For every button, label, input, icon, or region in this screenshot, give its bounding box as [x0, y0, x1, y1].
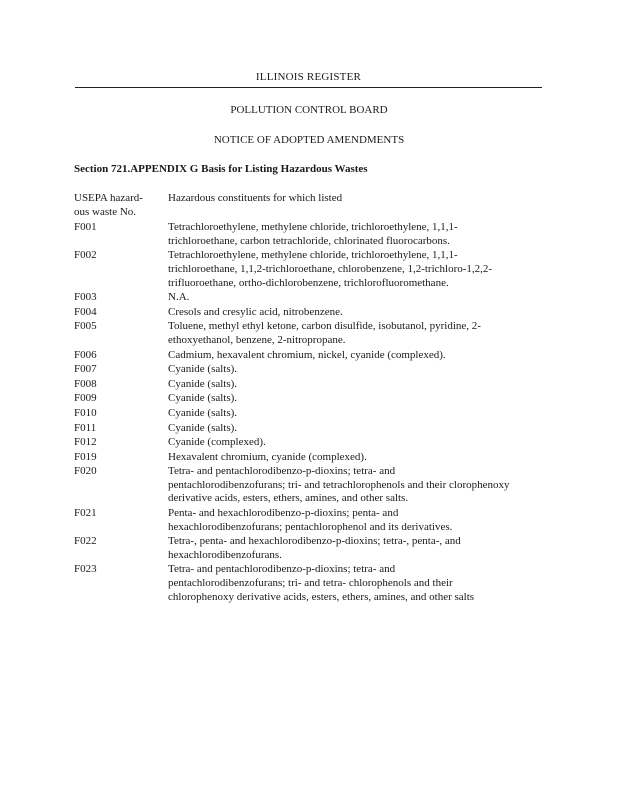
section-heading: Section 721.APPENDIX G Basis for Listing Hazardous Wastes — [74, 163, 368, 175]
waste-code: F019 — [74, 450, 97, 463]
notice-title: NOTICE OF ADOPTED AMENDMENTS — [213, 134, 405, 146]
table-row — [74, 349, 554, 363]
column-header-code: USEPA hazard- ous waste No. — [74, 192, 143, 218]
table-row — [74, 249, 554, 290]
waste-code: F002 — [74, 249, 97, 262]
table-row — [74, 407, 554, 421]
constituents-description: Cyanide (salts). — [168, 377, 238, 390]
waste-code: F009 — [74, 392, 97, 405]
constituents-description: N.A. — [168, 291, 190, 304]
table-row — [74, 507, 554, 534]
waste-code: F020 — [74, 465, 97, 478]
table-row — [74, 221, 554, 248]
table-row — [74, 535, 554, 562]
waste-code: F011 — [74, 421, 97, 434]
waste-code: F022 — [74, 535, 97, 548]
constituents-description: Cyanide (salts). — [168, 421, 238, 434]
waste-code: F001 — [74, 221, 97, 234]
constituents-description: Tetrachloroethylene, methylene chloride, trichloroethylene, 1,1,1- trichloroethane, 1,1,2-trichloroethane, chlorobenzene, 1,2-trichloro-1,2,2- trifluoroethane, ortho-dichlorobenzene, trichlorofluoromethane. — [168, 249, 493, 289]
table-row — [74, 563, 554, 604]
table-body — [74, 221, 554, 604]
constituents-description: Toluene, methyl ethyl ketone, carbon disulfide, isobutanol, pyridine, 2- ethoxyethanol, benzene, 2-nitropropane. — [168, 320, 481, 346]
waste-code: F004 — [74, 305, 97, 318]
constituents-description: Cyanide (salts). — [168, 392, 238, 405]
constituents-description: Hexavalent chromium, cyanide (complexed). — [168, 450, 367, 463]
constituents-description: Tetra-, penta- and hexachlorodibenzo-p-dioxins; tetra-, penta-, and hexachlorodibenzofurans. — [168, 535, 461, 561]
constituents-description: Tetra- and pentachlorodibenzo-p-dioxins; tetra- and pentachlorodibenzofurans; tri- and tetrachlorophenols and their clorophenoxy derivative acids, esters, ethers, amines, and other salts. — [168, 465, 510, 505]
table-row — [74, 436, 554, 450]
constituents-description: Tetra- and pentachlorodibenzo-p-dioxins; tetra- and pentachlorodibenzofurans; tri- and tetra- chlorophenols and their chlorophenoxy derivative acids, esters, ethers, amines, and other salts — [168, 563, 475, 603]
waste-code: F023 — [74, 563, 97, 576]
constituents-description: Cyanide (complexed). — [168, 436, 266, 449]
waste-code: F006 — [74, 348, 97, 361]
waste-code: F012 — [74, 436, 97, 449]
waste-code: F003 — [74, 291, 97, 304]
table-row — [74, 392, 554, 406]
board-name: POLLUTION CONTROL BOARD — [230, 104, 388, 116]
waste-code: F007 — [74, 363, 97, 376]
table-row — [74, 291, 554, 305]
waste-code: F008 — [74, 377, 97, 390]
constituents-description: Cyanide (salts). — [168, 406, 238, 419]
waste-table — [74, 192, 554, 604]
constituents-description: Cresols and cresylic acid, nitrobenzene. — [168, 305, 343, 318]
table-row — [74, 451, 554, 465]
register-header-rule — [75, 71, 542, 88]
table-row — [74, 306, 554, 320]
waste-code: F010 — [74, 406, 97, 419]
table-row — [74, 422, 554, 436]
table-row — [74, 363, 554, 377]
constituents-description: Tetrachloroethylene, methylene chloride, trichloroethylene, 1,1,1- trichloroethane, carbon tetrachloride, chlorinated fluorocarbons. — [168, 221, 458, 247]
table-row — [74, 465, 554, 506]
table-row — [74, 320, 554, 347]
constituents-description: Cyanide (salts). — [168, 363, 238, 376]
waste-code: F021 — [74, 507, 97, 520]
table-row — [74, 378, 554, 392]
waste-code: F005 — [74, 320, 97, 333]
register-title: ILLINOIS REGISTER — [255, 71, 362, 83]
column-header-constituents: Hazardous constituents for which listed — [168, 192, 343, 204]
constituents-description: Cadmium, hexavalent chromium, nickel, cyanide (complexed). — [168, 348, 446, 361]
constituents-description: Penta- and hexachlorodibenzo-p-dioxins; penta- and hexachlorodibenzofurans; pentachlorophenol and its derivatives. — [168, 507, 453, 533]
table-header-row — [74, 192, 554, 219]
